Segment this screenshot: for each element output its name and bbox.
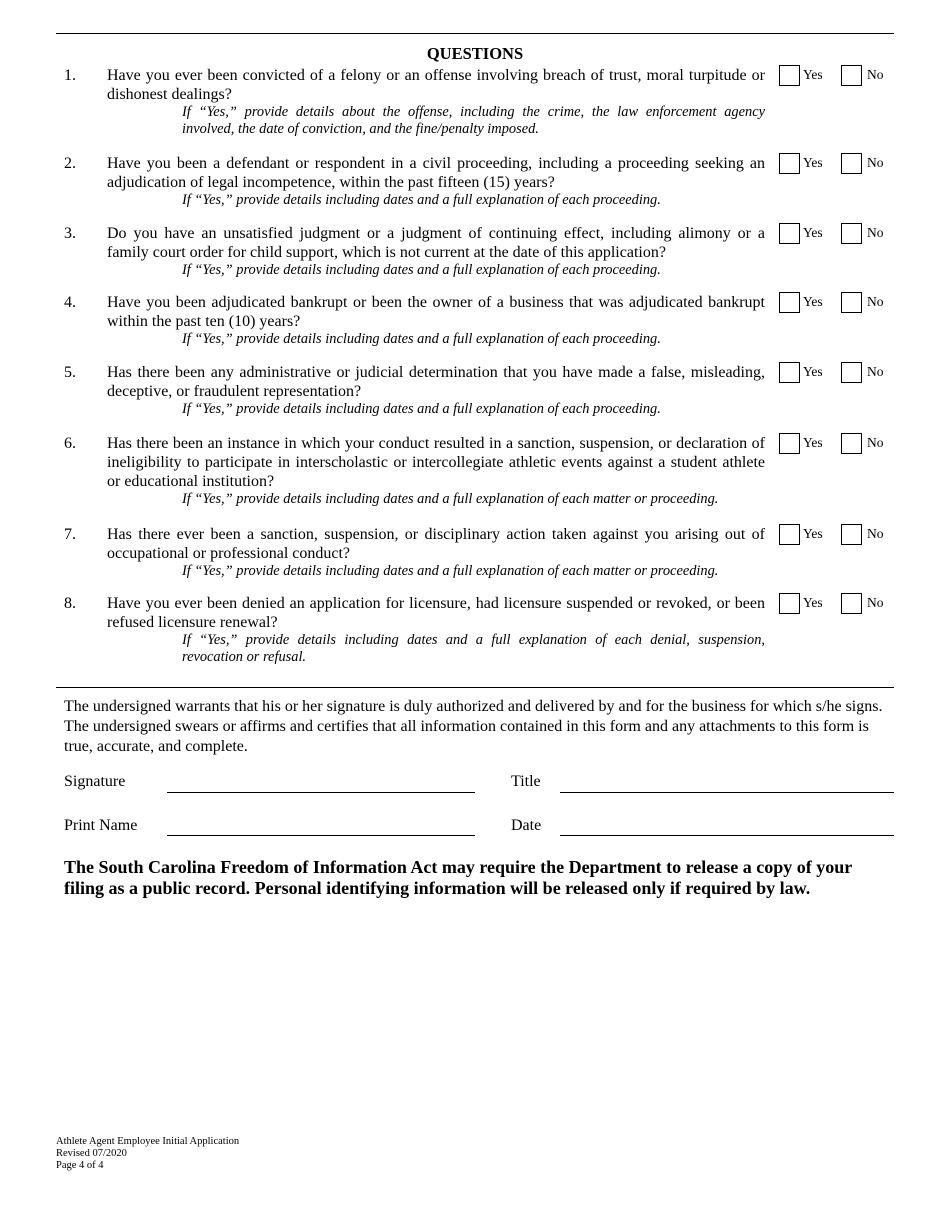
no-label: No: [867, 595, 884, 610]
yes-label: Yes: [803, 225, 823, 240]
certification-statement: The undersigned warrants that his or her signature is duly authorized and delivered by and for the business for which s/he signs. The undersigned swears or affirms and certifies that all information contained in this form and any attachments to this form is true, accurate, and complete.: [64, 698, 883, 755]
signature-field[interactable]: [167, 792, 475, 793]
question-number: 4.: [64, 294, 76, 311]
question-1-no-checkbox[interactable]: [841, 65, 862, 86]
no-label: No: [867, 155, 884, 170]
yes-label: Yes: [803, 435, 823, 450]
question-detail: If “Yes,” provide details including dates and a full explanation of each proceeding.: [182, 401, 661, 417]
question-5-no-checkbox[interactable]: [841, 362, 862, 383]
question-text-block: [107, 363, 765, 418]
question-detail: If “Yes,” provide details including dates and a full explanation of each proceeding.: [182, 262, 661, 278]
question-text: Has there been an instance in which your conduct resulted in a sanction, suspension, or declaration of ineligibility to participate in interscholastic or intercollegiate athletic events against a student athlete or educational institution?: [107, 435, 765, 490]
question-text: Have you been a defendant or respondent in a civil proceeding, including a proceeding seeking an adjudication of legal incompetence, within the past fifteen (15) years?: [107, 155, 765, 191]
no-label: No: [867, 67, 884, 82]
question-text-block: [107, 525, 765, 580]
date-field[interactable]: [560, 835, 894, 836]
question-6-yes-checkbox[interactable]: [779, 433, 800, 454]
question-text-block: [107, 154, 765, 209]
question-text: Have you ever been convicted of a felony or an offense involving breach of trust, moral turpitude or dishonest dealings?: [107, 67, 765, 103]
print-name-field[interactable]: [167, 835, 475, 836]
question-text-block: [107, 594, 765, 666]
footer-page-number: Page 4 of 4: [56, 1160, 104, 1171]
print-name-label: Print Name: [64, 817, 138, 834]
question-detail: If “Yes,” provide details about the offense, including the crime, the law enforcement agency involved, the date of conviction, and the fine/penalty imposed.: [182, 104, 765, 137]
question-number: 3.: [64, 225, 76, 242]
page-footer: [56, 1136, 239, 1172]
question-text-block: [107, 293, 765, 348]
yes-label: Yes: [803, 67, 823, 82]
foia-notice: The South Carolina Freedom of Information Act may require the Department to release a copy of your filing as a public record. Personal identifying information will be released only if required by law.: [64, 857, 852, 898]
no-label: No: [867, 294, 884, 309]
question-text: Have you ever been denied an application for licensure, had licensure suspended or revoked, or been refused licensure renewal?: [107, 595, 765, 631]
title-label: Title: [511, 773, 541, 790]
question-2-no-checkbox[interactable]: [841, 153, 862, 174]
no-label: No: [867, 364, 884, 379]
question-text-block: [107, 66, 765, 138]
question-8-no-checkbox[interactable]: [841, 593, 862, 614]
question-number: 6.: [64, 435, 76, 452]
yes-label: Yes: [803, 294, 823, 309]
footer-revised: Revised 07/2020: [56, 1148, 127, 1159]
question-text: Do you have an unsatisfied judgment or a judgment of continuing effect, including alimony or a family court order for child support, which is not current at the date of this application?: [107, 225, 765, 261]
signature-label: Signature: [64, 773, 126, 790]
no-label: No: [867, 435, 884, 450]
section-divider: [56, 687, 894, 688]
question-text-block: [107, 224, 765, 279]
question-number: 8.: [64, 595, 76, 612]
question-text: Have you been adjudicated bankrupt or been the owner of a business that was adjudicated bankrupt within the past ten (10) years?: [107, 294, 765, 330]
yes-label: Yes: [803, 526, 823, 541]
question-detail: If “Yes,” provide details including dates and a full explanation of each matter or proceeding.: [182, 491, 719, 507]
no-label: No: [867, 225, 884, 240]
question-6-no-checkbox[interactable]: [841, 433, 862, 454]
yes-label: Yes: [803, 364, 823, 379]
question-5-yes-checkbox[interactable]: [779, 362, 800, 383]
date-label: Date: [511, 817, 542, 834]
question-text: Has there been any administrative or judicial determination that you have made a false, misleading, deceptive, or fraudulent representation?: [107, 364, 765, 400]
question-3-no-checkbox[interactable]: [841, 223, 862, 244]
footer-form-name: Athlete Agent Employee Initial Application: [56, 1136, 240, 1147]
question-number: 5.: [64, 364, 76, 381]
question-number: 2.: [64, 155, 76, 172]
yes-label: Yes: [803, 155, 823, 170]
question-number: 7.: [64, 526, 76, 543]
question-4-yes-checkbox[interactable]: [779, 292, 800, 313]
question-detail: If “Yes,” provide details including dates and a full explanation of each denial, suspension, revocation or refusal.: [182, 632, 765, 665]
question-detail: If “Yes,” provide details including dates and a full explanation of each proceeding.: [182, 192, 661, 208]
question-7-yes-checkbox[interactable]: [779, 524, 800, 545]
section-title: QUESTIONS: [426, 44, 524, 63]
no-label: No: [867, 526, 884, 541]
title-field[interactable]: [560, 792, 894, 793]
question-detail: If “Yes,” provide details including dates and a full explanation of each matter or proceeding.: [182, 563, 719, 579]
question-detail: If “Yes,” provide details including dates and a full explanation of each proceeding.: [182, 331, 661, 347]
question-7-no-checkbox[interactable]: [841, 524, 862, 545]
top-divider: [56, 33, 894, 34]
question-number: 1.: [64, 67, 76, 84]
question-text: Has there ever been a sanction, suspension, or disciplinary action taken against you arising out of occupational or professional conduct?: [107, 526, 765, 562]
question-1-yes-checkbox[interactable]: [779, 65, 800, 86]
question-4-no-checkbox[interactable]: [841, 292, 862, 313]
yes-label: Yes: [803, 595, 823, 610]
question-8-yes-checkbox[interactable]: [779, 593, 800, 614]
question-2-yes-checkbox[interactable]: [779, 153, 800, 174]
question-3-yes-checkbox[interactable]: [779, 223, 800, 244]
question-text-block: [107, 434, 765, 508]
